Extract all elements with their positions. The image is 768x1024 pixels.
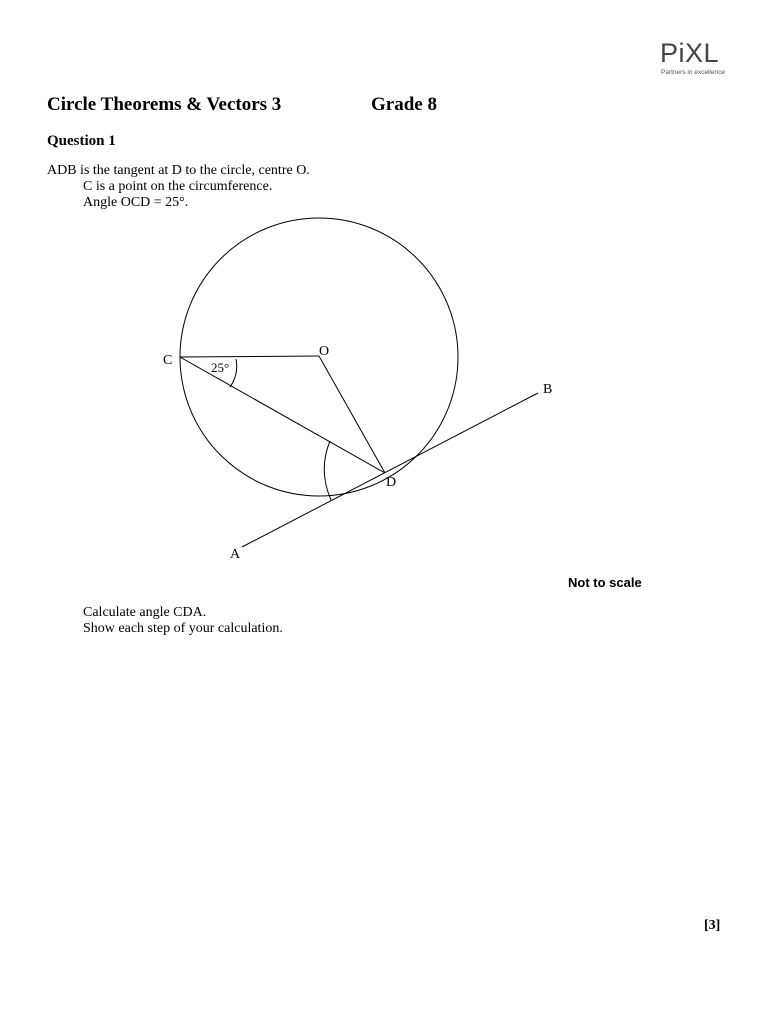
instruction-line-2: Show each step of your calculation. bbox=[83, 621, 283, 636]
marks-label: [3] bbox=[704, 918, 721, 933]
question-line-3: Angle OCD = 25°. bbox=[83, 195, 189, 210]
not-to-scale-note: Not to scale bbox=[568, 575, 642, 590]
label-c: C bbox=[163, 353, 173, 368]
label-a: A bbox=[230, 547, 241, 562]
chord-co bbox=[180, 356, 319, 357]
question-line-1: ADB is the tangent at D to the circle, centre O. bbox=[47, 163, 310, 178]
angle-label: 25° bbox=[211, 360, 230, 375]
worksheet-title: Circle Theorems & Vectors 3 bbox=[47, 94, 282, 115]
instruction-line-1: Calculate angle CDA. bbox=[83, 605, 207, 620]
tangent-adb bbox=[242, 393, 538, 547]
label-o: O bbox=[319, 344, 330, 359]
radius-od bbox=[319, 356, 385, 473]
label-d: D bbox=[386, 475, 397, 490]
grade-label: Grade 8 bbox=[371, 94, 437, 115]
label-b: B bbox=[543, 382, 553, 397]
angle-arc-ocd bbox=[230, 359, 237, 387]
question-line-2: C is a point on the circumference. bbox=[83, 179, 273, 194]
pixl-logo: PiXL bbox=[660, 38, 720, 68]
pixl-tagline: Partners in excellence bbox=[661, 69, 725, 76]
angle-arc-cda bbox=[324, 441, 331, 500]
question-heading: Question 1 bbox=[47, 133, 116, 149]
